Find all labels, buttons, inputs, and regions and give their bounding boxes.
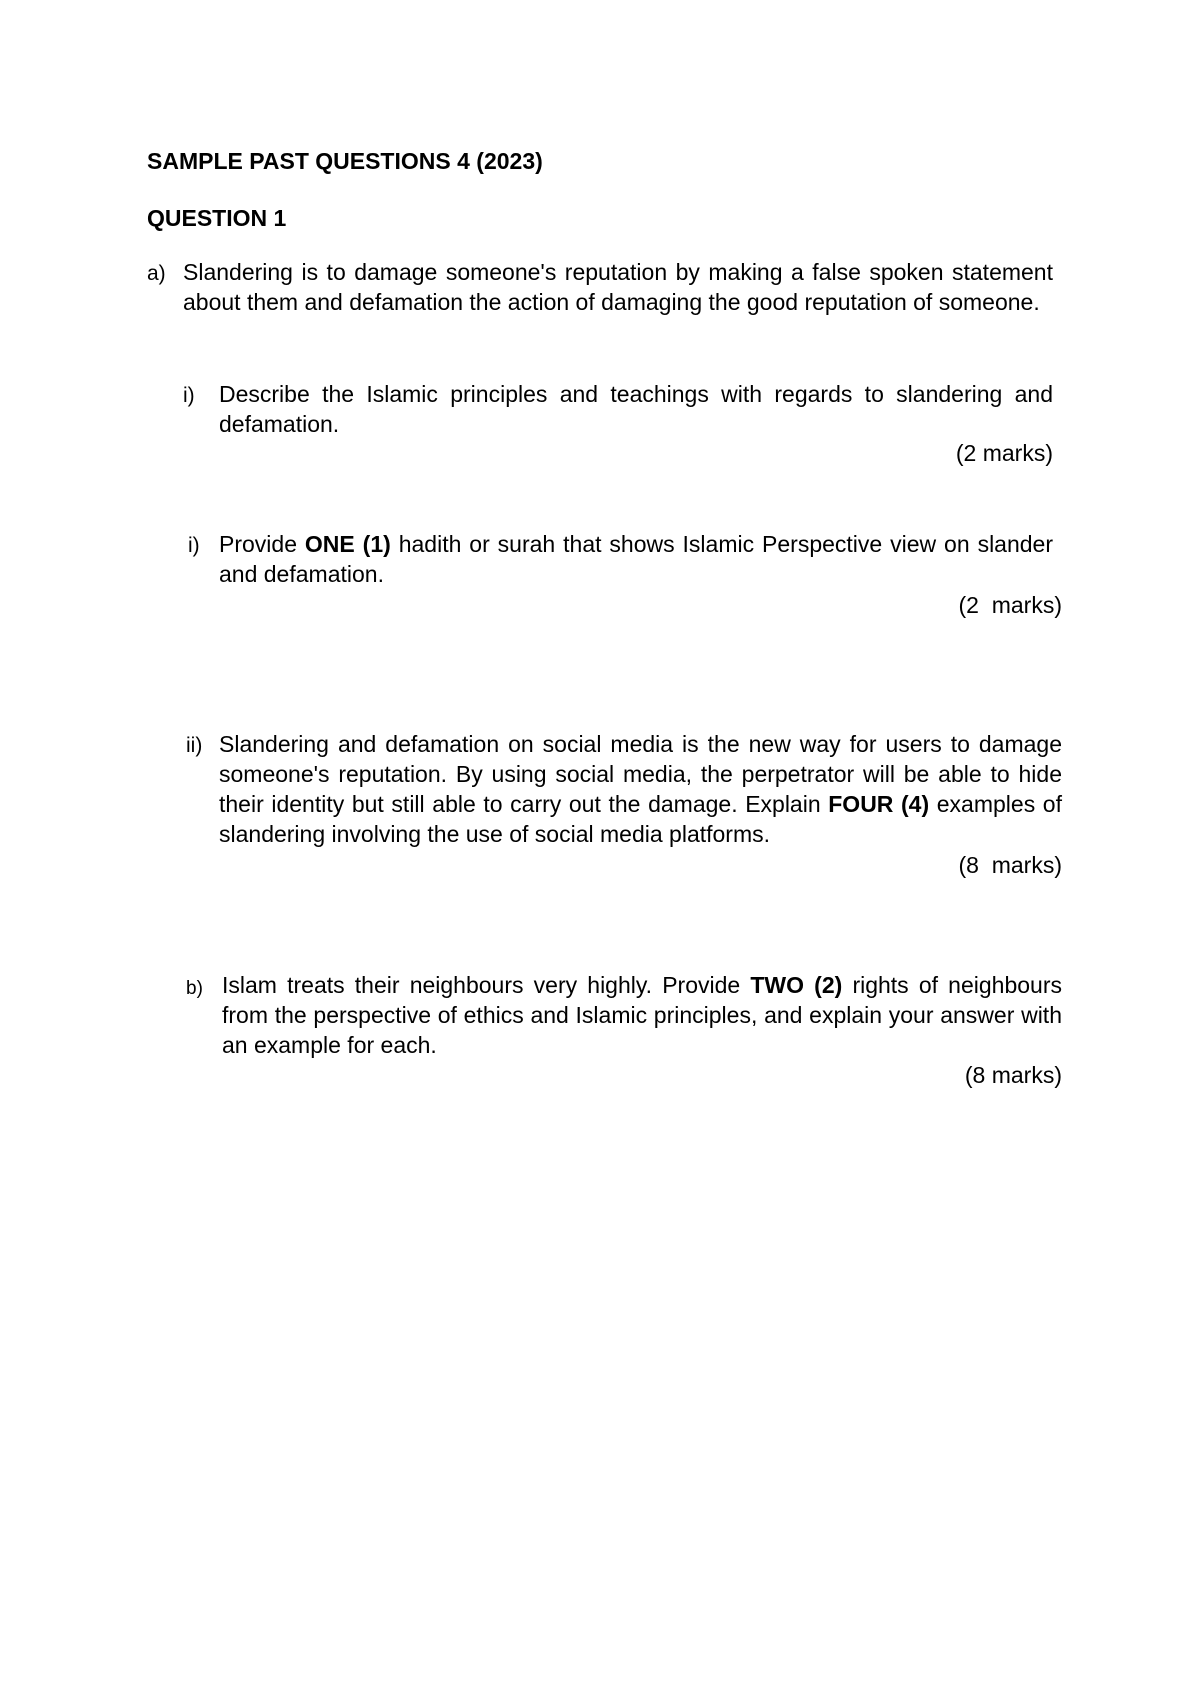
sub-question-i-second-emphasis: ONE (1) — [304, 531, 391, 557]
part-b-emphasis: TWO (2) — [750, 972, 843, 998]
part-a-label: a) — [147, 262, 166, 285]
sub-question-i-second-marks: (2 marks) — [958, 592, 1062, 618]
sub-question-ii-text-before: Slandering and defamation on social media is the new way for users to damage someone's reputation. By using social media, the perpetrator will be able to hide their identity but still able to carry out the damage. Explain — [219, 731, 1062, 817]
sub-question-ii-marks: (8 marks) — [958, 852, 1062, 878]
sub-question-ii-label: ii) — [186, 734, 203, 757]
part-b-marks: (8 marks) — [964, 1062, 1062, 1088]
part-a-text: Slandering is to damage someone's reputation by making a false spoken statement about them and defamation the action of damaging the good reputation of someone. — [183, 259, 1053, 315]
part-b-label: b) — [186, 978, 203, 999]
sub-question-i-second-text-after: hadith or surah that shows Islamic Perspective view on slander and defamation. — [219, 531, 1053, 587]
sub-question-ii-emphasis: FOUR (4) — [828, 791, 930, 817]
document-title: SAMPLE PAST QUESTIONS 4 (2023) — [147, 148, 543, 174]
sub-question-ii-text-after: examples of slandering involving the use of social media platforms. — [219, 791, 1062, 847]
sub-question-i-second-text-before: Provide — [219, 531, 305, 557]
part-b-text-before: Islam treats their neighbours very highly. Provide — [222, 972, 751, 998]
sub-question-i-first-text: Describe the Islamic principles and teachings with regards to slandering and defamation. — [219, 381, 1053, 437]
question-heading: QUESTION 1 — [147, 205, 287, 231]
sub-question-i-first-marks: (2 marks) — [955, 440, 1053, 466]
sub-question-i-second-label: i) — [188, 534, 200, 557]
sub-question-i-second-text — [219, 529, 1053, 589]
sub-question-ii-text — [219, 729, 1062, 849]
part-b-text — [222, 970, 1062, 1060]
sub-question-i-first-label: i) — [183, 384, 195, 407]
part-b-text-after: rights of neighbours from the perspective of ethics and Islamic principles, and explain your answer with an example for each. — [222, 972, 1062, 1058]
